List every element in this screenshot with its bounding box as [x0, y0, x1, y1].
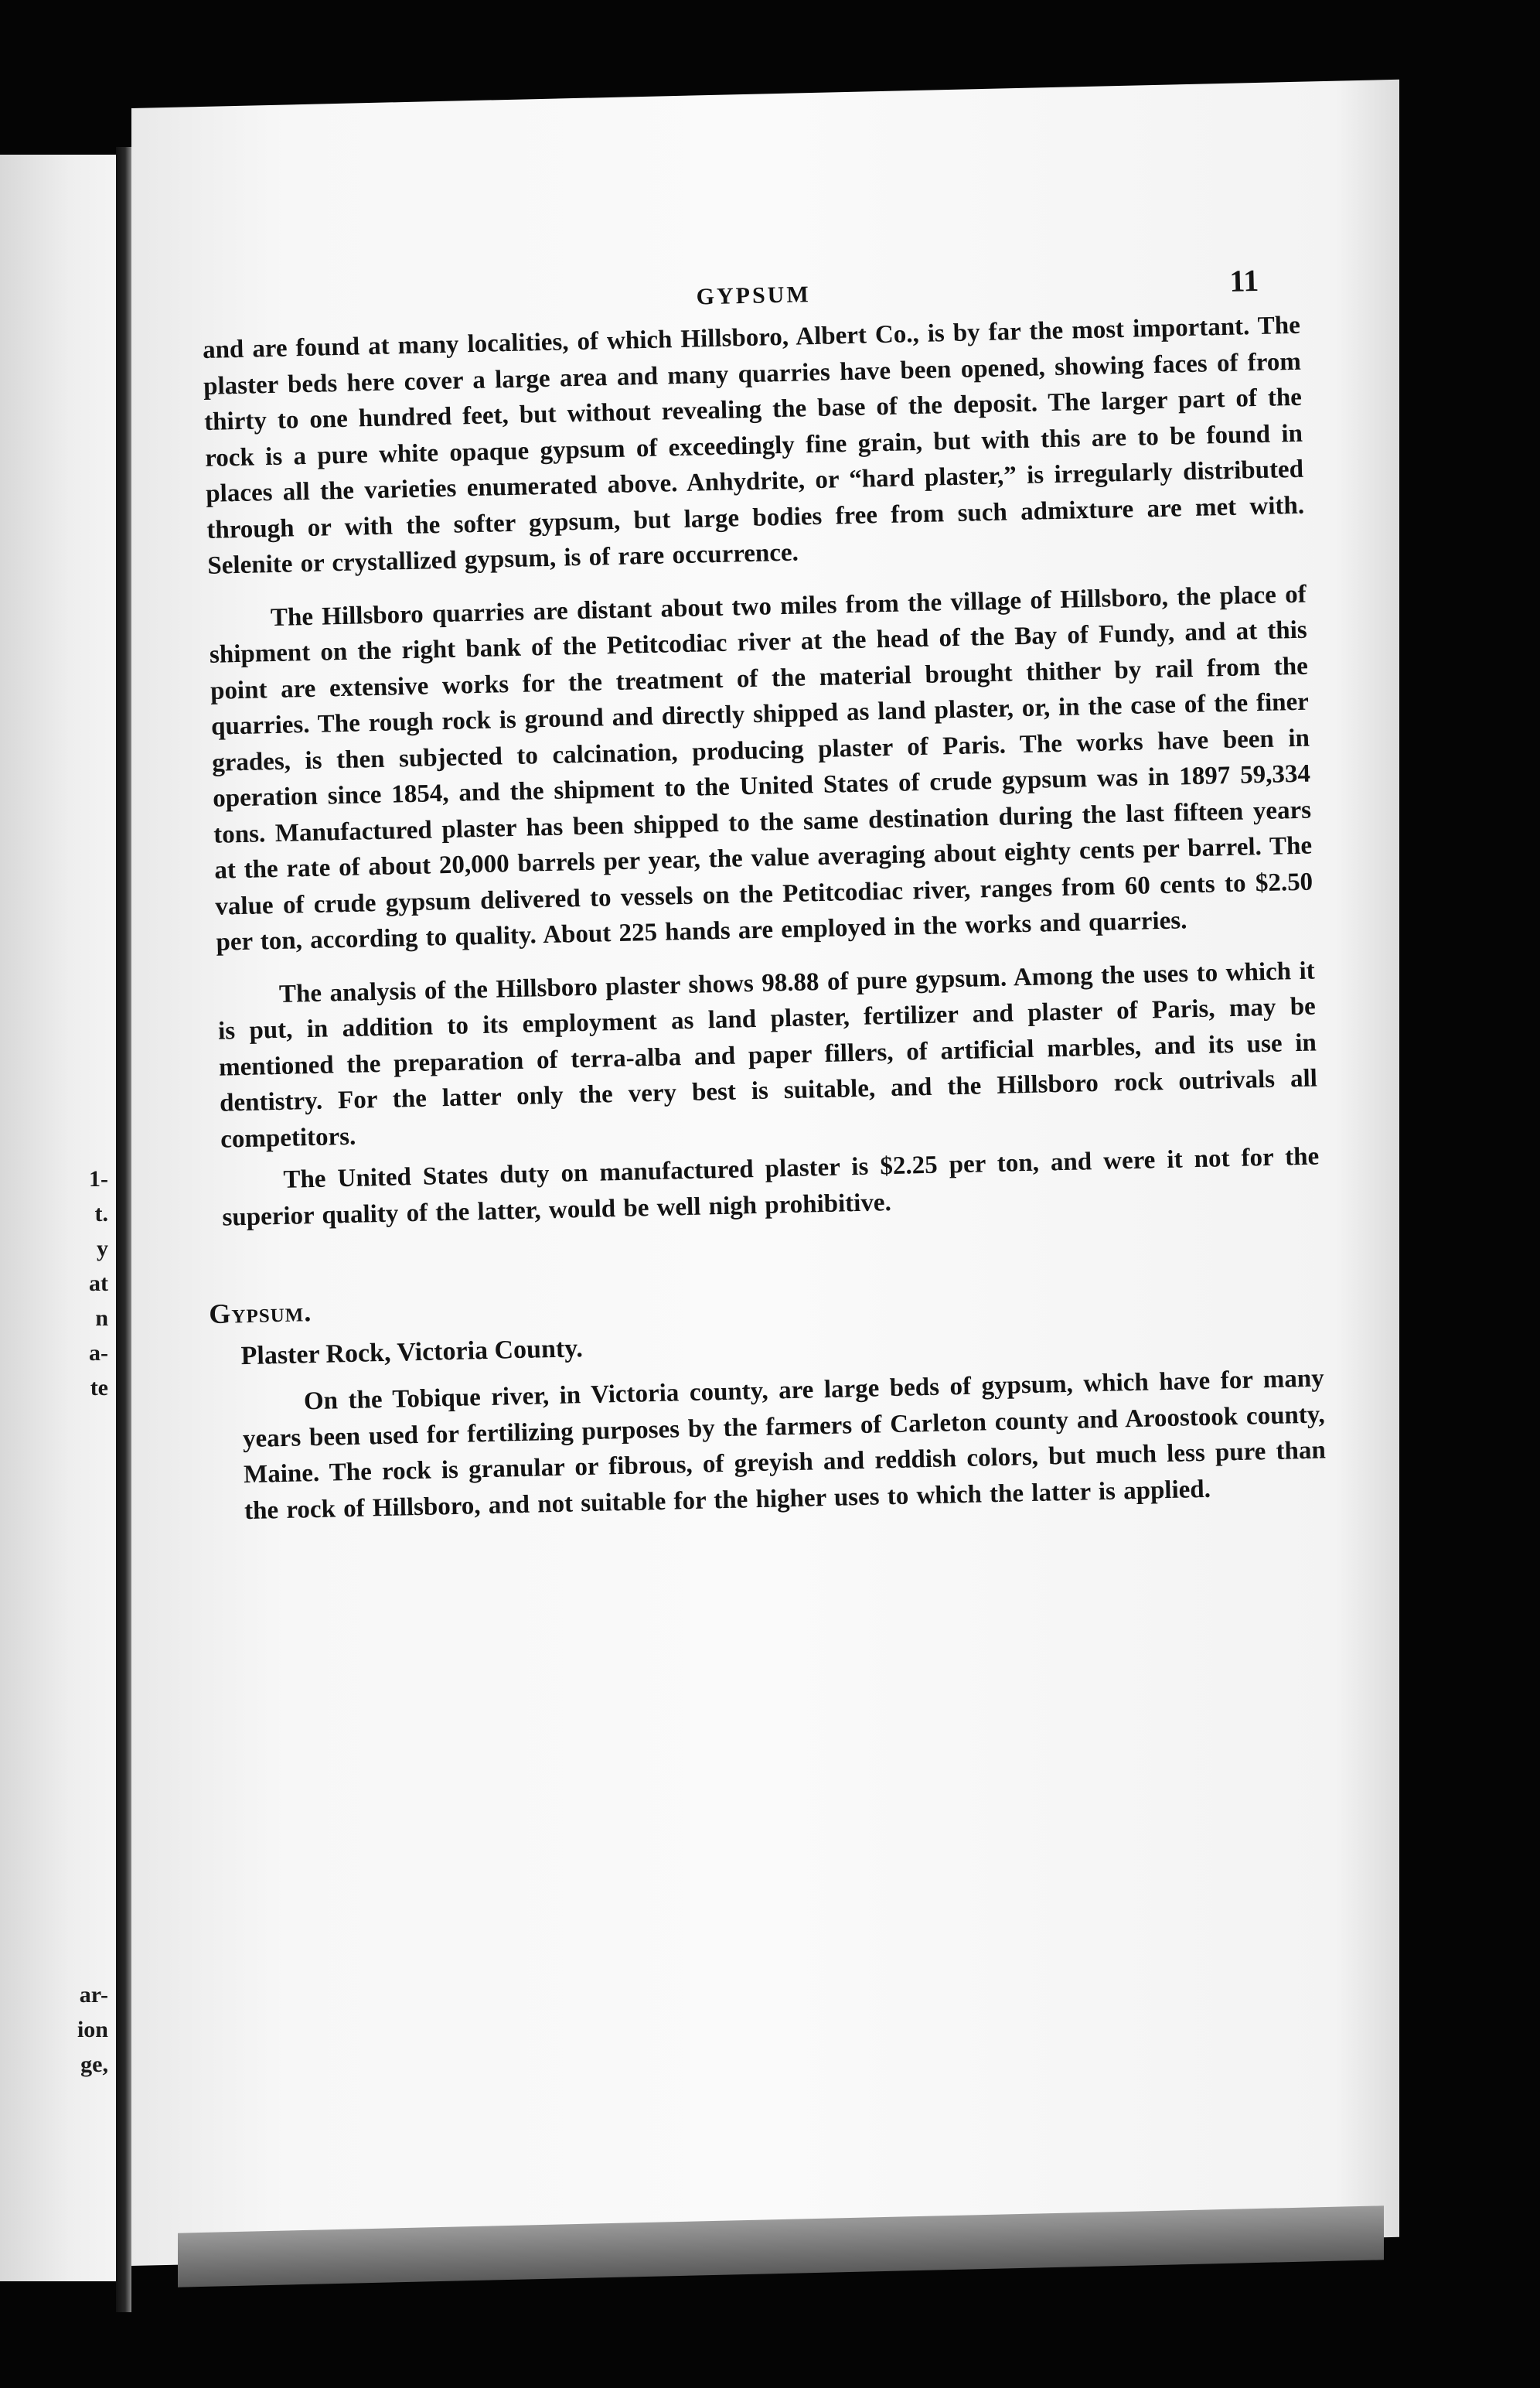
- facing-page-fragment: a-: [89, 1340, 108, 1366]
- facing-page-fragment: t.: [94, 1201, 108, 1226]
- facing-page-fragment: ge,: [80, 2052, 108, 2077]
- body-paragraph: The analysis of the Hillsboro plaster shows 98.88 of pure gypsum. Among the uses to which it is put, in addition to its employment as land plaster, fertilizer and plaster of Paris, may be mentioned the preparation of terra-alba and paper fillers, of artificial marbles, and its use in dentistry. For the latter only the very best is suitable, and the Hillsboro rock outrivals all competitors.: [217, 957, 1318, 1154]
- body-paragraph: The United States duty on manufactured plaster is $2.25 per ton, and were it not for the superior quality of the latter, would be well nigh prohibitive.: [222, 1142, 1320, 1232]
- running-title: GYPSUM: [696, 281, 812, 310]
- section-subheading: Plaster Rock, Victoria County.: [240, 1334, 584, 1371]
- body-paragraph: The Hillsboro quarries are distant about two miles from the village of Hillsboro, the place of shipment on the right bank of the Petitcodiac river at the head of the Bay of Fundy, and at this point are extensive works for the treatment of the material brought thither by rail from the quarries. The rough rock is ground and directly shipped as land plaster, or, in the case of the finer grades, is then subjected to calcination, producing plaster of Paris. The works have been in operation since 1854, and the shipment to the United States of crude gypsum was in 1897 59,334 tons. Manufactured plaster has been shipped to the same destination during the last fifteen years at the rate of about 20,000 barrels per year, the value averaging about eighty cents per barrel. The value of crude gypsum delivered to vessels on the Petitcodiac river, ranges from 60 cents to $2.50 per ton, according to quality. About 225 hands are employed in the works and quarries.: [209, 580, 1313, 957]
- book-gutter: [116, 147, 131, 2312]
- facing-page-fragment: ar-: [79, 1982, 108, 2008]
- facing-page-fragment: ion: [77, 2017, 108, 2042]
- facing-page-fragment: at: [89, 1271, 108, 1296]
- facing-page-fragment: y: [97, 1236, 108, 1261]
- body-paragraph: On the Tobique river, in Victoria county, are large beds of gypsum, which have for many years been used for fertilizing purposes by the farmers of Carleton county and Aroostook county, Maine. The rock is granular or fibrous, of greyish and reddish colors, but much less pure than the rock of Hillsboro, and not suitable for the higher uses to which the latter is applied.: [242, 1364, 1327, 1525]
- page-content: [201, 254, 1327, 1530]
- facing-page-fragment: te: [90, 1375, 108, 1400]
- facing-page-fragment: 1-: [89, 1166, 108, 1192]
- facing-page-edge: [0, 155, 116, 2281]
- facing-page-fragment: n: [95, 1305, 108, 1331]
- body-paragraph: and are found at many localities, of which Hillsboro, Albert Co., is by far the most important. The plaster beds here cover a large area and many quarries have been opened, showing faces of from thirty to one hundred feet, but without revealing the base of the deposit. The larger part of the rock is a pure white opaque gypsum of exceedingly fine grain, but with this are to be found in places all the varieties enumerated above. Anhydrite, or “hard plaster,” is irregularly distributed through or with the softer gypsum, but large bodies free from such admixture are met with. Selenite or crystallized gypsum, is of rare occurrence.: [202, 311, 1305, 580]
- page-number: 11: [1228, 262, 1259, 298]
- section-heading: Gypsum.: [208, 1296, 312, 1330]
